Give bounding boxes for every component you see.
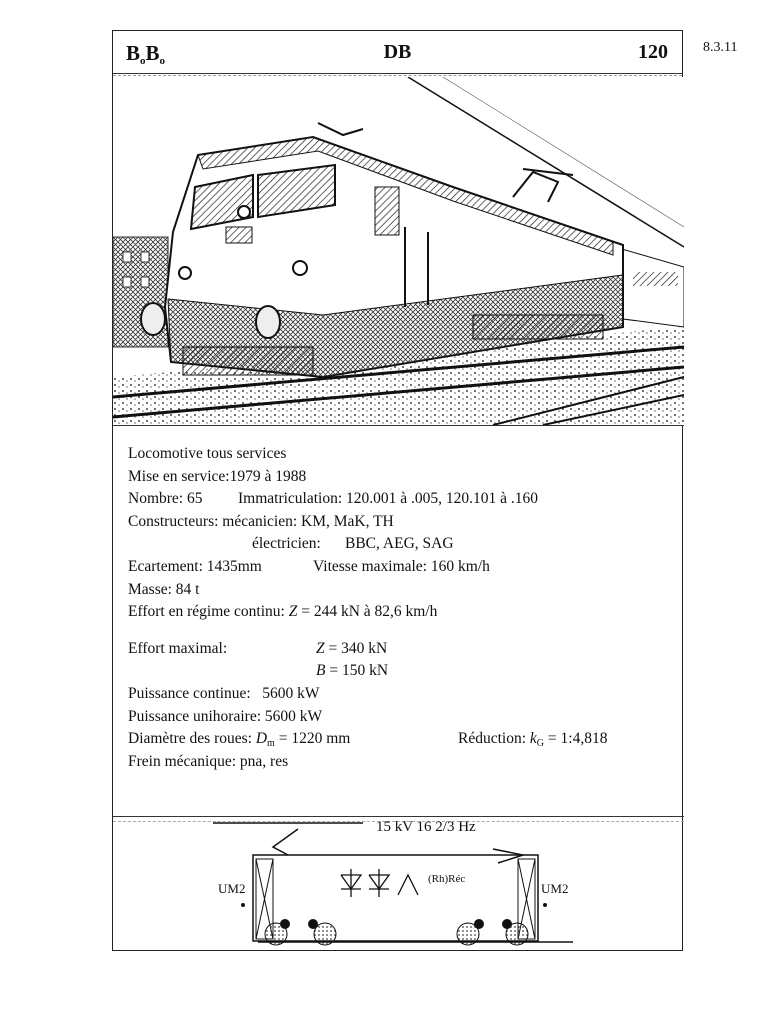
spec-service: Locomotive tous services — [128, 445, 287, 462]
specifications — [128, 443, 673, 773]
rectifier-label: (Rh)Réc — [428, 873, 466, 885]
spec-gauge-row — [128, 556, 673, 579]
spec-continuous-effort: Effort en régime continu: Z = 244 kN à 82,6 km/h — [128, 603, 438, 621]
schematic-drawing — [113, 817, 684, 952]
um2-left-label: UM2 — [218, 881, 246, 896]
spec-max-effort-b-row — [128, 660, 673, 683]
spec-builders-elec-row — [128, 533, 673, 556]
spec-reduction: Réduction: $k_G$ = 1:4,818 — [458, 730, 608, 750]
spec-continuous-power: Puissance continue: 5600 kW — [128, 684, 320, 702]
spec-in-service: Mise en service:1979 à 1988 — [128, 467, 307, 485]
spec-mass: Masse: 84 t — [128, 580, 200, 598]
voltage-label: 15 kV 16 2/3 Hz — [376, 819, 476, 835]
spec-number: Nombre: 65 — [128, 490, 203, 508]
spec-wheel-row — [128, 728, 673, 751]
locomotive-card — [112, 30, 683, 951]
axle-arrangement: $B_oB_o$ — [126, 41, 166, 67]
spec-max-effort-label: Effort maximal: — [128, 639, 228, 657]
spec-max-effort-b: B = 150 kN — [316, 662, 389, 680]
spec-builders-mech: Constructeurs: mécanicien: KM, MaK, TH — [128, 512, 394, 530]
spec-max-effort-row — [128, 638, 673, 661]
spec-registration: Immatriculation: 120.001 à .005, 120.101 à .160 — [238, 490, 539, 508]
spec-builders-elec-label: électricien: — [252, 535, 321, 553]
electrical-diagram — [113, 816, 684, 952]
spec-wheel-diameter: Diamètre des roues: $D_m = 1220$ mm — [128, 730, 351, 750]
class-number: 120 — [638, 41, 668, 63]
spec-max-speed: Vitesse maximale: 160 km/h — [313, 557, 490, 575]
card-header — [113, 31, 682, 74]
page-reference: 8.3.11 — [703, 40, 738, 55]
spec-max-effort-z: Z = 340 kN — [316, 639, 388, 657]
locomotive-illustration — [113, 77, 684, 426]
spec-gauge: Ecartement: 1435mm — [128, 557, 262, 575]
spec-number-row — [128, 488, 673, 511]
spec-brake: Frein mécanique: pna, res — [128, 752, 289, 770]
operator-name: DB — [383, 41, 412, 63]
um2-right-label: UM2 — [541, 881, 569, 896]
locomotive-drawing — [113, 77, 684, 425]
spec-builders-elec: BBC, AEG, SAG — [345, 535, 454, 553]
spec-hourly-power: Puissance unihoraire: 5600 kW — [128, 707, 323, 725]
